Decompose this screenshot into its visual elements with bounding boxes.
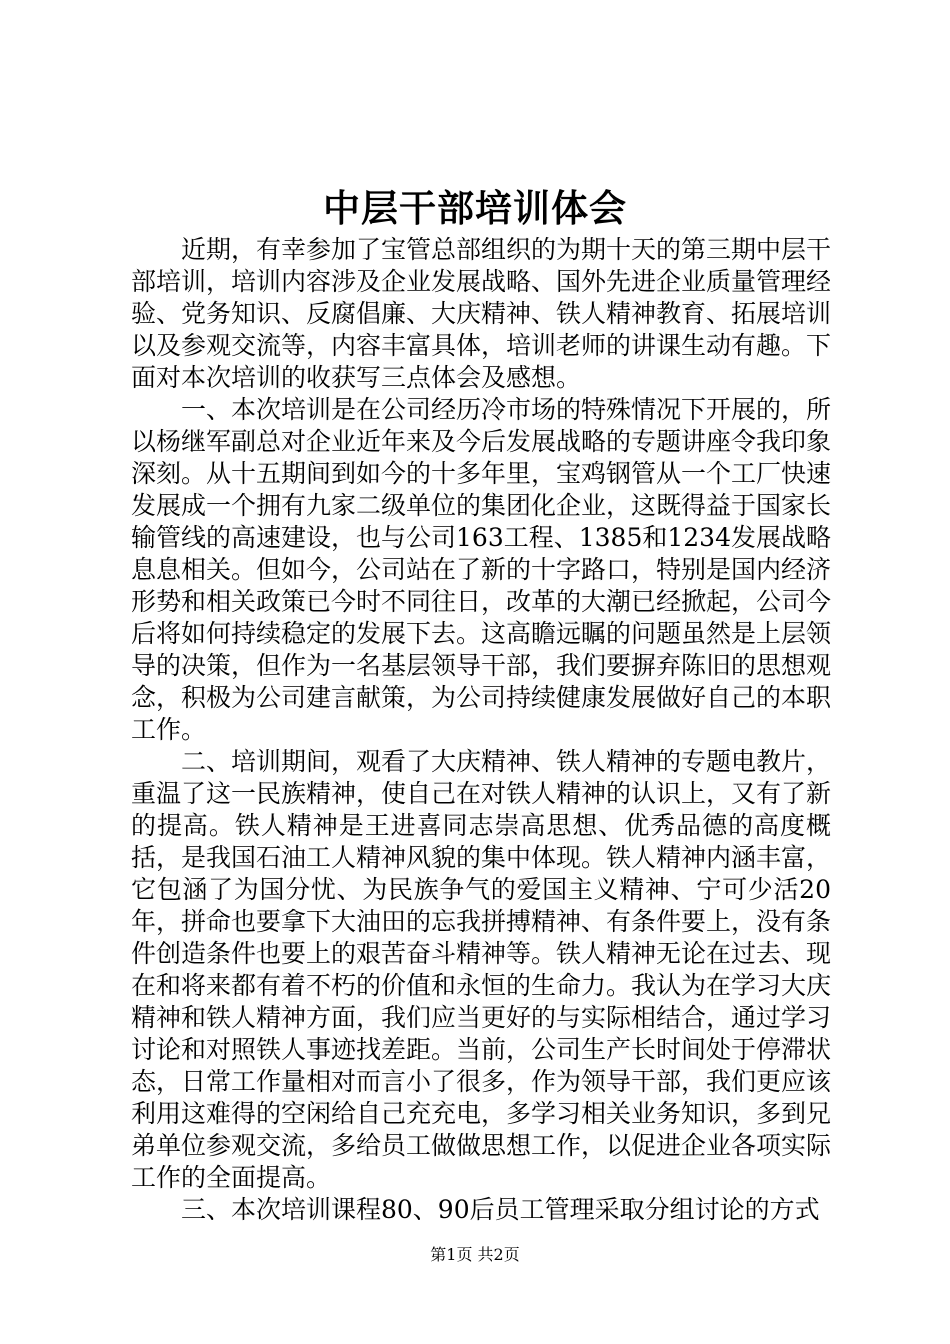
page-number-footer: 第1页 共2页 [430,1245,520,1264]
paragraph-point-two: 二、培训期间，观看了大庆精神、铁人精神的专题电教片，重温了这一民族精神，使自己在对铁人精神的认识上，又有了新的提高。铁人精神是王进喜同志崇高思想、优秀品德的高度概括，是我国石油工人精神风貌的集中体现。铁人精神内涵丰富，它包涵了为国分忧、为民族争气的爱国主义精神、宁可少活20年，拼命也要拿下大油田的忘我拼搏精神、有条件要上，没有条件创造条件也要上的艰苦奋斗精神等。铁人精神无论在过去、现在和将来都有着不朽的价值和永恒的生命力。我认为在学习大庆精神和铁人精神方面，我们应当更好的与实际相结合，通过学习讨论和对照铁人事迹找差距。当前，公司生产长时间处于停滞状态，日常工作量相对而言小了很多，作为领导干部，我们更应该利用这难得的空闲给自己充充电，多学习相关业务知识，多到兄弟单位参观交流，多给员工做做思想工作，以促进企业各项实际工作的全面提高。 [131,747,832,1192]
paragraph-point-one: 一、本次培训是在公司经历冷市场的特殊情况下开展的，所以杨继军副总对企业近年来及今后发展战略的专题讲座令我印象深刻。从十五期间到如今的十多年里，宝鸡钢管从一个工厂快速发展成一个拥有九家二级单位的集团化企业，这既得益于国家长输管线的高速建设，也与公司163工程、1385和1234发展战略息息相关。但如今，公司站在了新的十字路口，特别是国内经济形势和相关政策已今时不同往日，改革的大潮已经掀起，公司今后将如何持续稳定的发展下去。这高瞻远瞩的问题虽然是上层领导的决策，但作为一名基层领导干部，我们要摒弃陈旧的思想观念，积极为公司建言献策，为公司持续健康发展做好自己的本职工作。 [131,395,832,744]
paragraph-point-three: 三、本次培训课程80、90后员工管理采取分组讨论的方式 [181,1195,820,1224]
paragraph-intro: 近期，有幸参加了宝管总部组织的为期十天的第三期中层干部培训，培训内容涉及企业发展战略、国外先进企业质量管理经验、党务知识、反腐倡廉、大庆精神、铁人精神教育、拓展培训以及参观交流等，内容丰富具体，培训老师的讲课生动有趣。下面对本次培训的收获写三点体会及感想。 [131,235,832,392]
document-title: 中层干部培训体会 [323,186,627,230]
document-body [131,234,831,1226]
